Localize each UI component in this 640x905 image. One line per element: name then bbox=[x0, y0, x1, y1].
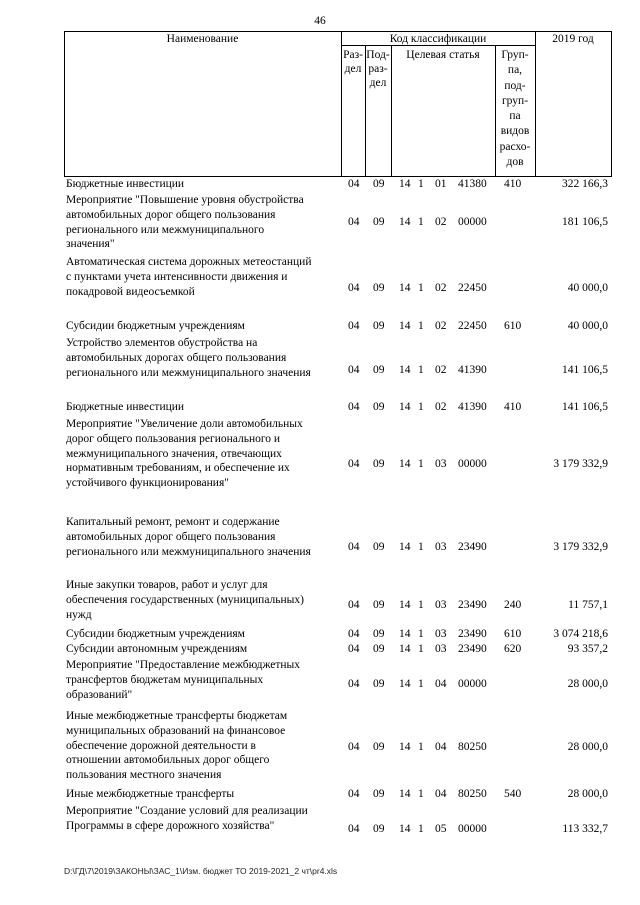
row-razdel: 04 bbox=[348, 599, 360, 611]
row-target-code: 22450 bbox=[458, 320, 487, 332]
row-target-event: 02 bbox=[435, 364, 447, 376]
row-target-subprogram: 1 bbox=[418, 216, 424, 228]
row-target-code: 23490 bbox=[458, 541, 487, 553]
row-name: Мероприятие "Повышение уровня обустройства автомобильных дорог общего пользования регионального или межмуниципального значения" bbox=[66, 194, 304, 251]
header-name: Наименование bbox=[166, 33, 239, 45]
row-razdel: 04 bbox=[348, 741, 360, 753]
row-target-program: 14 bbox=[399, 678, 411, 690]
row-razdel: 04 bbox=[348, 401, 360, 413]
row-target-code: 23490 bbox=[458, 628, 487, 640]
row-target-event: 03 bbox=[435, 643, 447, 655]
row-razdel: 04 bbox=[348, 678, 360, 690]
row-name: Мероприятие "Увеличение доли автомобильных дорог общего пользования регионального и межмуниципального значения, отвечающих нормативным требованиям, и обеспечение их устойчивого функционирования" bbox=[66, 418, 303, 490]
row-podrazdel: 09 bbox=[373, 178, 385, 190]
row-expense-type: 540 bbox=[504, 788, 522, 800]
row-podrazdel: 09 bbox=[373, 216, 385, 228]
row-name: Субсидии автономным учреждениям bbox=[66, 643, 248, 655]
row-name: Бюджетные инвестиции bbox=[66, 401, 185, 413]
row-target-code: 41380 bbox=[458, 178, 487, 190]
row-target-program: 14 bbox=[399, 401, 411, 413]
row-target-subprogram: 1 bbox=[418, 628, 424, 640]
row-target-program: 14 bbox=[399, 320, 411, 332]
row-target-program: 14 bbox=[399, 364, 411, 376]
row-podrazdel: 09 bbox=[373, 823, 385, 835]
row-target-program: 14 bbox=[399, 216, 411, 228]
row-target-code: 41390 bbox=[458, 364, 487, 376]
row-podrazdel: 09 bbox=[373, 599, 385, 611]
row-name: Капитальный ремонт, ремонт и содержание автомобильных дорог общего пользования регионального или межмуниципального значения bbox=[66, 516, 311, 558]
row-target-event: 03 bbox=[435, 458, 447, 470]
row-target-subprogram: 1 bbox=[418, 282, 424, 294]
row-target-program: 14 bbox=[399, 823, 411, 835]
row-podrazdel: 09 bbox=[373, 628, 385, 640]
row-target-event: 03 bbox=[435, 628, 447, 640]
row-name: Субсидии бюджетным учреждениям bbox=[66, 320, 245, 332]
row-expense-type: 610 bbox=[504, 320, 522, 332]
row-razdel: 04 bbox=[348, 320, 360, 332]
row-podrazdel: 09 bbox=[373, 282, 385, 294]
row-amount: 322 166,3 bbox=[562, 178, 608, 190]
row-target-event: 02 bbox=[435, 282, 447, 294]
row-target-subprogram: 1 bbox=[418, 320, 424, 332]
row-target-event: 02 bbox=[435, 320, 447, 332]
row-razdel: 04 bbox=[348, 216, 360, 228]
header-year: 2019 год bbox=[552, 33, 594, 45]
row-name: Мероприятие "Предоставление межбюджетных трансфертов бюджетам муниципальных образований" bbox=[66, 659, 300, 701]
row-name: Субсидии бюджетным учреждениям bbox=[66, 628, 245, 640]
row-amount: 181 106,5 bbox=[562, 216, 608, 228]
row-target-event: 05 bbox=[435, 823, 447, 835]
row-target-subprogram: 1 bbox=[418, 178, 424, 190]
header-target: Целевая статья bbox=[406, 49, 480, 61]
row-target-program: 14 bbox=[399, 741, 411, 753]
row-amount: 141 106,5 bbox=[562, 401, 608, 413]
row-target-program: 14 bbox=[399, 643, 411, 655]
header-code-group: Код классификации bbox=[389, 33, 487, 45]
row-target-code: 00000 bbox=[458, 458, 487, 470]
row-razdel: 04 bbox=[348, 643, 360, 655]
row-target-program: 14 bbox=[399, 282, 411, 294]
row-podrazdel: 09 bbox=[373, 458, 385, 470]
row-name: Мероприятие "Создание условий для реализации Программы в сфере дорожного хозяйства" bbox=[66, 805, 308, 832]
row-target-code: 00000 bbox=[458, 823, 487, 835]
header-razdel: Раз- дел bbox=[343, 49, 363, 75]
header-vid: Груп- па, под- груп- па видов расхо- дов bbox=[499, 49, 531, 169]
row-target-event: 03 bbox=[435, 599, 447, 611]
row-target-program: 14 bbox=[399, 788, 411, 800]
row-target-subprogram: 1 bbox=[418, 541, 424, 553]
row-amount: 28 000,0 bbox=[567, 741, 608, 753]
row-podrazdel: 09 bbox=[373, 741, 385, 753]
row-razdel: 04 bbox=[348, 541, 360, 553]
row-target-event: 01 bbox=[435, 178, 447, 190]
row-podrazdel: 09 bbox=[373, 401, 385, 413]
row-target-event: 04 bbox=[435, 678, 447, 690]
row-amount: 3 179 332,9 bbox=[553, 458, 608, 470]
row-target-event: 02 bbox=[435, 401, 447, 413]
row-amount: 113 332,7 bbox=[562, 823, 608, 835]
row-name: Иные межбюджетные трансферты bbox=[66, 788, 235, 800]
row-target-code: 23490 bbox=[458, 599, 487, 611]
page-number: 46 bbox=[314, 15, 326, 27]
row-name: Бюджетные инвестиции bbox=[66, 178, 185, 190]
row-expense-type: 410 bbox=[504, 401, 522, 413]
row-name: Иные межбюджетные трансферты бюджетам муниципальных образований на финансовое обеспечение дорожной деятельности в отношении автомобильных дорог общего пользования местного значения bbox=[66, 710, 288, 782]
row-target-event: 04 bbox=[435, 788, 447, 800]
row-target-subprogram: 1 bbox=[418, 401, 424, 413]
row-amount: 141 106,5 bbox=[562, 364, 608, 376]
row-podrazdel: 09 bbox=[373, 678, 385, 690]
row-name: Автоматическая система дорожных метеостанций с пунктами учета интенсивности движения и покадровой видеосъемкой bbox=[66, 256, 312, 298]
row-razdel: 04 bbox=[348, 788, 360, 800]
row-podrazdel: 09 bbox=[373, 788, 385, 800]
row-amount: 3 179 332,9 bbox=[553, 541, 608, 553]
row-target-code: 00000 bbox=[458, 216, 487, 228]
row-amount: 40 000,0 bbox=[567, 282, 608, 294]
row-podrazdel: 09 bbox=[373, 541, 385, 553]
row-razdel: 04 bbox=[348, 823, 360, 835]
row-target-subprogram: 1 bbox=[418, 741, 424, 753]
row-razdel: 04 bbox=[348, 628, 360, 640]
row-target-subprogram: 1 bbox=[418, 599, 424, 611]
row-target-subprogram: 1 bbox=[418, 643, 424, 655]
row-target-program: 14 bbox=[399, 599, 411, 611]
row-amount: 11 757,1 bbox=[568, 599, 608, 611]
row-amount: 28 000,0 bbox=[567, 788, 608, 800]
row-amount: 3 074 218,6 bbox=[553, 628, 608, 640]
table-header bbox=[64, 31, 612, 176]
row-razdel: 04 bbox=[348, 282, 360, 294]
row-amount: 93 357,2 bbox=[567, 643, 608, 655]
row-expense-type: 610 bbox=[504, 628, 522, 640]
row-target-program: 14 bbox=[399, 458, 411, 470]
row-target-code: 22450 bbox=[458, 282, 487, 294]
row-target-code: 41390 bbox=[458, 401, 487, 413]
row-target-event: 02 bbox=[435, 216, 447, 228]
row-podrazdel: 09 bbox=[373, 364, 385, 376]
row-target-program: 14 bbox=[399, 628, 411, 640]
row-target-code: 80250 bbox=[458, 788, 487, 800]
row-target-subprogram: 1 bbox=[418, 364, 424, 376]
row-target-code: 23490 bbox=[458, 643, 487, 655]
row-name: Иные закупки товаров, работ и услуг для обеспечения государственных (муниципальных) нужд bbox=[66, 579, 304, 621]
row-expense-type: 620 bbox=[504, 643, 522, 655]
file-path: D:\ГД\7\2019\ЗАКОНЫ\ЗАС_1\Изм. бюджет ТО 2019-2021_2 чт\pr4.xls bbox=[64, 866, 338, 876]
row-target-subprogram: 1 bbox=[418, 823, 424, 835]
row-target-code: 80250 bbox=[458, 741, 487, 753]
row-podrazdel: 09 bbox=[373, 643, 385, 655]
header-podrazdel: Под- раз- дел bbox=[366, 49, 390, 89]
row-target-program: 14 bbox=[399, 541, 411, 553]
row-razdel: 04 bbox=[348, 178, 360, 190]
row-target-code: 00000 bbox=[458, 678, 487, 690]
row-razdel: 04 bbox=[348, 458, 360, 470]
row-amount: 40 000,0 bbox=[567, 320, 608, 332]
row-expense-type: 240 bbox=[504, 599, 522, 611]
row-amount: 28 000,0 bbox=[567, 678, 608, 690]
row-target-event: 03 bbox=[435, 541, 447, 553]
row-target-subprogram: 1 bbox=[418, 788, 424, 800]
row-target-event: 04 bbox=[435, 741, 447, 753]
row-target-subprogram: 1 bbox=[418, 458, 424, 470]
row-razdel: 04 bbox=[348, 364, 360, 376]
row-name: Устройство элементов обустройства на автомобильных дорогах общего пользования регионального или межмуниципального значения bbox=[66, 337, 311, 379]
row-expense-type: 410 bbox=[504, 178, 522, 190]
row-target-subprogram: 1 bbox=[418, 678, 424, 690]
row-podrazdel: 09 bbox=[373, 320, 385, 332]
row-target-program: 14 bbox=[399, 178, 411, 190]
